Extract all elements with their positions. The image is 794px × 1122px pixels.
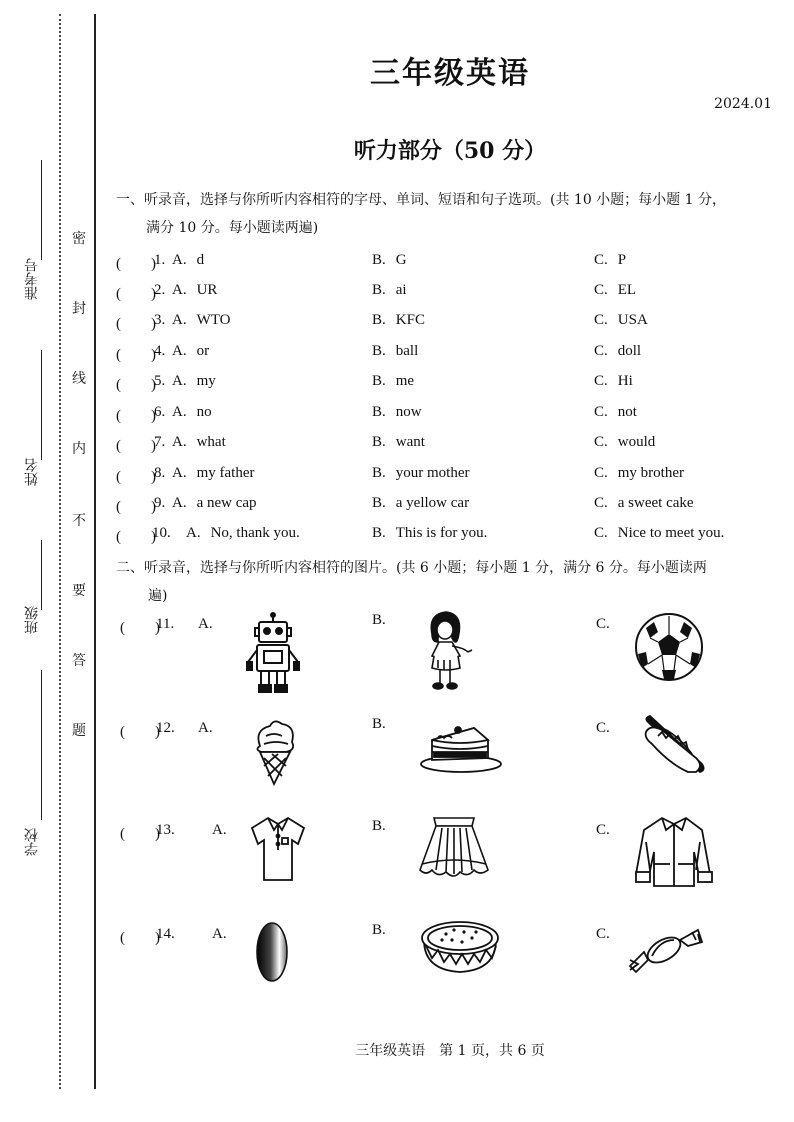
option-a-letter: A. xyxy=(186,525,201,541)
ice-cream-icon[interactable] xyxy=(252,716,298,786)
page-footer: 三年级英语 第 1 页，共 6 页 xyxy=(355,1043,545,1059)
seal-char: 密 xyxy=(72,231,86,247)
option-c-letter: C. xyxy=(594,282,608,298)
section-title-listening: 听力部分（50 分） xyxy=(353,138,547,164)
option-b-letter: B. xyxy=(372,818,386,834)
answer-blank[interactable]: ( ) xyxy=(116,529,156,545)
question-number: 5. xyxy=(154,373,166,389)
option-a-text: WTO xyxy=(196,312,231,328)
page-title: 三年级英语 xyxy=(370,56,530,91)
option-a-letter: A. xyxy=(172,312,187,328)
option-c-letter: C. xyxy=(594,404,608,420)
option-b-text: ai xyxy=(395,282,407,298)
option-c xyxy=(594,282,636,299)
section1-heading xyxy=(116,186,726,242)
seal-char: 题 xyxy=(72,723,86,739)
option-a xyxy=(172,465,254,482)
answer-blank[interactable]: ( ) xyxy=(116,408,156,424)
option-c-text: would xyxy=(617,434,656,450)
question-number: 3. xyxy=(154,312,166,328)
option-c-text: my brother xyxy=(617,465,684,481)
option-a-text: UR xyxy=(196,282,218,298)
option-a xyxy=(172,343,209,360)
question-row-5 xyxy=(116,373,776,397)
girl-icon[interactable] xyxy=(412,608,482,692)
seal-char: 答 xyxy=(72,653,86,669)
seal-char: 不 xyxy=(72,513,86,529)
answer-blank[interactable]: ( ) xyxy=(120,724,160,740)
option-c-letter: C. xyxy=(594,434,608,450)
option-b xyxy=(372,312,425,329)
question-row-6 xyxy=(116,404,776,428)
seal-char: 要 xyxy=(72,583,86,599)
section2-heading xyxy=(116,554,707,610)
question-number: 11. xyxy=(156,616,175,632)
hot-dog-icon[interactable] xyxy=(642,714,708,776)
exam-number-field[interactable] xyxy=(41,160,42,260)
option-b-letter: B. xyxy=(372,404,386,420)
option-a-letter: A. xyxy=(172,434,187,450)
question-number: 12. xyxy=(156,720,175,736)
answer-blank[interactable]: ( ) xyxy=(116,316,156,332)
option-b xyxy=(372,404,422,421)
option-b xyxy=(372,525,487,542)
question-number: 2. xyxy=(154,282,166,298)
option-c-text: USA xyxy=(617,312,648,328)
option-a-letter: A. xyxy=(212,822,227,838)
skirt-icon[interactable] xyxy=(414,814,494,886)
pie-icon[interactable] xyxy=(418,918,502,976)
answer-blank[interactable]: ( ) xyxy=(116,438,156,454)
option-c-letter: C. xyxy=(596,616,610,632)
answer-blank[interactable]: ( ) xyxy=(116,286,156,302)
option-a-letter: A. xyxy=(172,495,187,511)
option-b-letter: B. xyxy=(372,612,386,628)
option-b-letter: B. xyxy=(372,343,386,359)
robot-icon[interactable] xyxy=(246,612,300,694)
shirt-icon[interactable] xyxy=(248,814,308,884)
option-c-text: a sweet cake xyxy=(617,495,694,511)
candy-icon[interactable] xyxy=(626,926,706,974)
question-row-7 xyxy=(116,434,776,458)
option-a-text: my father xyxy=(196,465,255,481)
class-field[interactable] xyxy=(41,540,42,610)
option-b-text: want xyxy=(395,434,425,450)
option-b-text: now xyxy=(395,404,422,420)
option-a-text: No, thank you. xyxy=(210,525,300,541)
option-b-letter: B. xyxy=(372,465,386,481)
question-row-4 xyxy=(116,343,776,367)
section2-heading-line2: 遍) xyxy=(148,588,168,604)
option-b xyxy=(372,282,407,299)
question-row-8 xyxy=(116,465,776,489)
soccer-ball-icon[interactable] xyxy=(634,612,704,682)
question-number: 13. xyxy=(156,822,175,838)
option-b-text: your mother xyxy=(395,465,470,481)
option-c xyxy=(594,252,626,269)
seal-char: 线 xyxy=(72,371,86,387)
school-field[interactable] xyxy=(41,670,42,820)
question-number: 8. xyxy=(154,465,166,481)
option-c xyxy=(594,343,641,360)
option-c-text: not xyxy=(617,404,637,420)
option-b-text: ball xyxy=(395,343,419,359)
option-a-letter: A. xyxy=(172,404,187,420)
option-b xyxy=(372,252,407,269)
option-b-letter: B. xyxy=(372,716,386,732)
option-c-text: EL xyxy=(617,282,637,298)
question-number: 14. xyxy=(156,926,175,942)
option-c-text: doll xyxy=(617,343,642,359)
question-row-3 xyxy=(116,312,776,336)
question-row-9 xyxy=(116,495,776,519)
option-b-letter: B. xyxy=(372,373,386,389)
option-c-letter: C. xyxy=(596,720,610,736)
option-c xyxy=(594,373,633,390)
option-b xyxy=(372,465,470,482)
option-b-letter: B. xyxy=(372,495,386,511)
option-c-letter: C. xyxy=(594,343,608,359)
question-number: 7. xyxy=(154,434,166,450)
answer-blank[interactable]: ( ) xyxy=(120,826,160,842)
option-a-letter: A. xyxy=(172,373,187,389)
binding-line xyxy=(94,14,96,1089)
answer-blank[interactable]: ( ) xyxy=(116,469,156,485)
option-a xyxy=(172,434,226,451)
option-b-text: KFC xyxy=(395,312,425,328)
option-a xyxy=(186,525,300,542)
option-b xyxy=(372,434,425,451)
option-c xyxy=(594,495,694,512)
option-a-text: no xyxy=(196,404,212,420)
seal-char: 内 xyxy=(72,441,86,457)
class-label: 班级 xyxy=(24,606,40,634)
option-b-letter: B. xyxy=(372,922,386,938)
answer-blank[interactable]: ( ) xyxy=(116,499,156,515)
answer-blank[interactable]: ( ) xyxy=(116,347,156,363)
option-c xyxy=(594,404,637,421)
option-a xyxy=(172,495,257,512)
question-row-2 xyxy=(116,282,776,306)
option-a-text: my xyxy=(196,373,216,389)
answer-blank[interactable]: ( ) xyxy=(120,620,160,636)
answer-blank[interactable]: ( ) xyxy=(116,256,156,272)
option-c-letter: C. xyxy=(594,373,608,389)
question-number: 10. xyxy=(152,525,171,541)
cake-icon[interactable] xyxy=(418,716,504,774)
option-c-letter: C. xyxy=(594,252,608,268)
option-a-text: or xyxy=(196,343,210,359)
option-a-letter: A. xyxy=(172,252,187,268)
option-c xyxy=(594,434,655,451)
option-b-letter: B. xyxy=(372,282,386,298)
answer-blank[interactable]: ( ) xyxy=(120,930,160,946)
question-number: 9. xyxy=(154,495,166,511)
option-c-letter: C. xyxy=(594,495,608,511)
option-a xyxy=(172,312,230,329)
option-a-letter: A. xyxy=(198,616,213,632)
option-b-text: a yellow car xyxy=(395,495,470,511)
option-a-text: d xyxy=(196,252,205,268)
option-b-text: This is for you. xyxy=(395,525,488,541)
question-number: 6. xyxy=(154,404,166,420)
option-c-text: Nice to meet you. xyxy=(617,525,725,541)
question-number: 4. xyxy=(154,343,166,359)
option-a-letter: A. xyxy=(172,343,187,359)
answer-blank[interactable]: ( ) xyxy=(116,377,156,393)
jacket-icon[interactable] xyxy=(632,814,714,890)
option-a-letter: A. xyxy=(172,282,187,298)
exam-date: 2024.01 xyxy=(714,96,772,112)
option-b-letter: B. xyxy=(372,525,386,541)
option-c-letter: C. xyxy=(594,312,608,328)
option-c-text: Hi xyxy=(617,373,633,389)
option-a xyxy=(172,282,217,299)
option-c-letter: C. xyxy=(594,525,608,541)
option-b-letter: B. xyxy=(372,252,386,268)
dotted-cut-line xyxy=(59,14,61,1089)
option-b xyxy=(372,495,469,512)
question-row-10 xyxy=(116,525,776,549)
option-a-letter: A. xyxy=(172,465,187,481)
name-label: 姓名 xyxy=(24,458,40,486)
option-b-text: me xyxy=(395,373,415,389)
option-a xyxy=(172,252,204,269)
school-label: 学校 xyxy=(24,828,40,856)
option-b xyxy=(372,343,418,360)
section1-heading-line1: 一、听录音，选择与你所听内容相符的字母、单词、短语和句子选项。(共 10 小题；每小题 1 分， xyxy=(116,192,726,208)
option-a-letter: A. xyxy=(212,926,227,942)
option-b xyxy=(372,373,414,390)
option-a-text: what xyxy=(196,434,226,450)
option-b-letter: B. xyxy=(372,312,386,328)
name-field[interactable] xyxy=(41,350,42,460)
option-c xyxy=(594,465,684,482)
option-c-letter: C. xyxy=(594,465,608,481)
option-c-text: P xyxy=(617,252,627,268)
option-c-letter: C. xyxy=(596,926,610,942)
option-c xyxy=(594,312,648,329)
option-b-letter: B. xyxy=(372,434,386,450)
egg-icon[interactable] xyxy=(254,920,290,984)
section2-heading-line1: 二、听录音，选择与你所听内容相符的图片。(共 6 小题；每小题 1 分，满分 6 分。每小题读两 xyxy=(116,560,707,576)
option-b-text: G xyxy=(395,252,407,268)
option-c xyxy=(594,525,724,542)
option-c-letter: C. xyxy=(596,822,610,838)
section1-heading-line2: 满分 10 分。每小题读两遍) xyxy=(146,220,319,236)
seal-char: 封 xyxy=(72,301,86,317)
option-a xyxy=(172,373,216,390)
question-number: 1. xyxy=(154,252,166,268)
option-a-letter: A. xyxy=(198,720,213,736)
exam-number-label: 准考号 xyxy=(24,258,40,300)
option-a xyxy=(172,404,212,421)
question-row-1 xyxy=(116,252,776,276)
option-a-text: a new cap xyxy=(196,495,257,511)
